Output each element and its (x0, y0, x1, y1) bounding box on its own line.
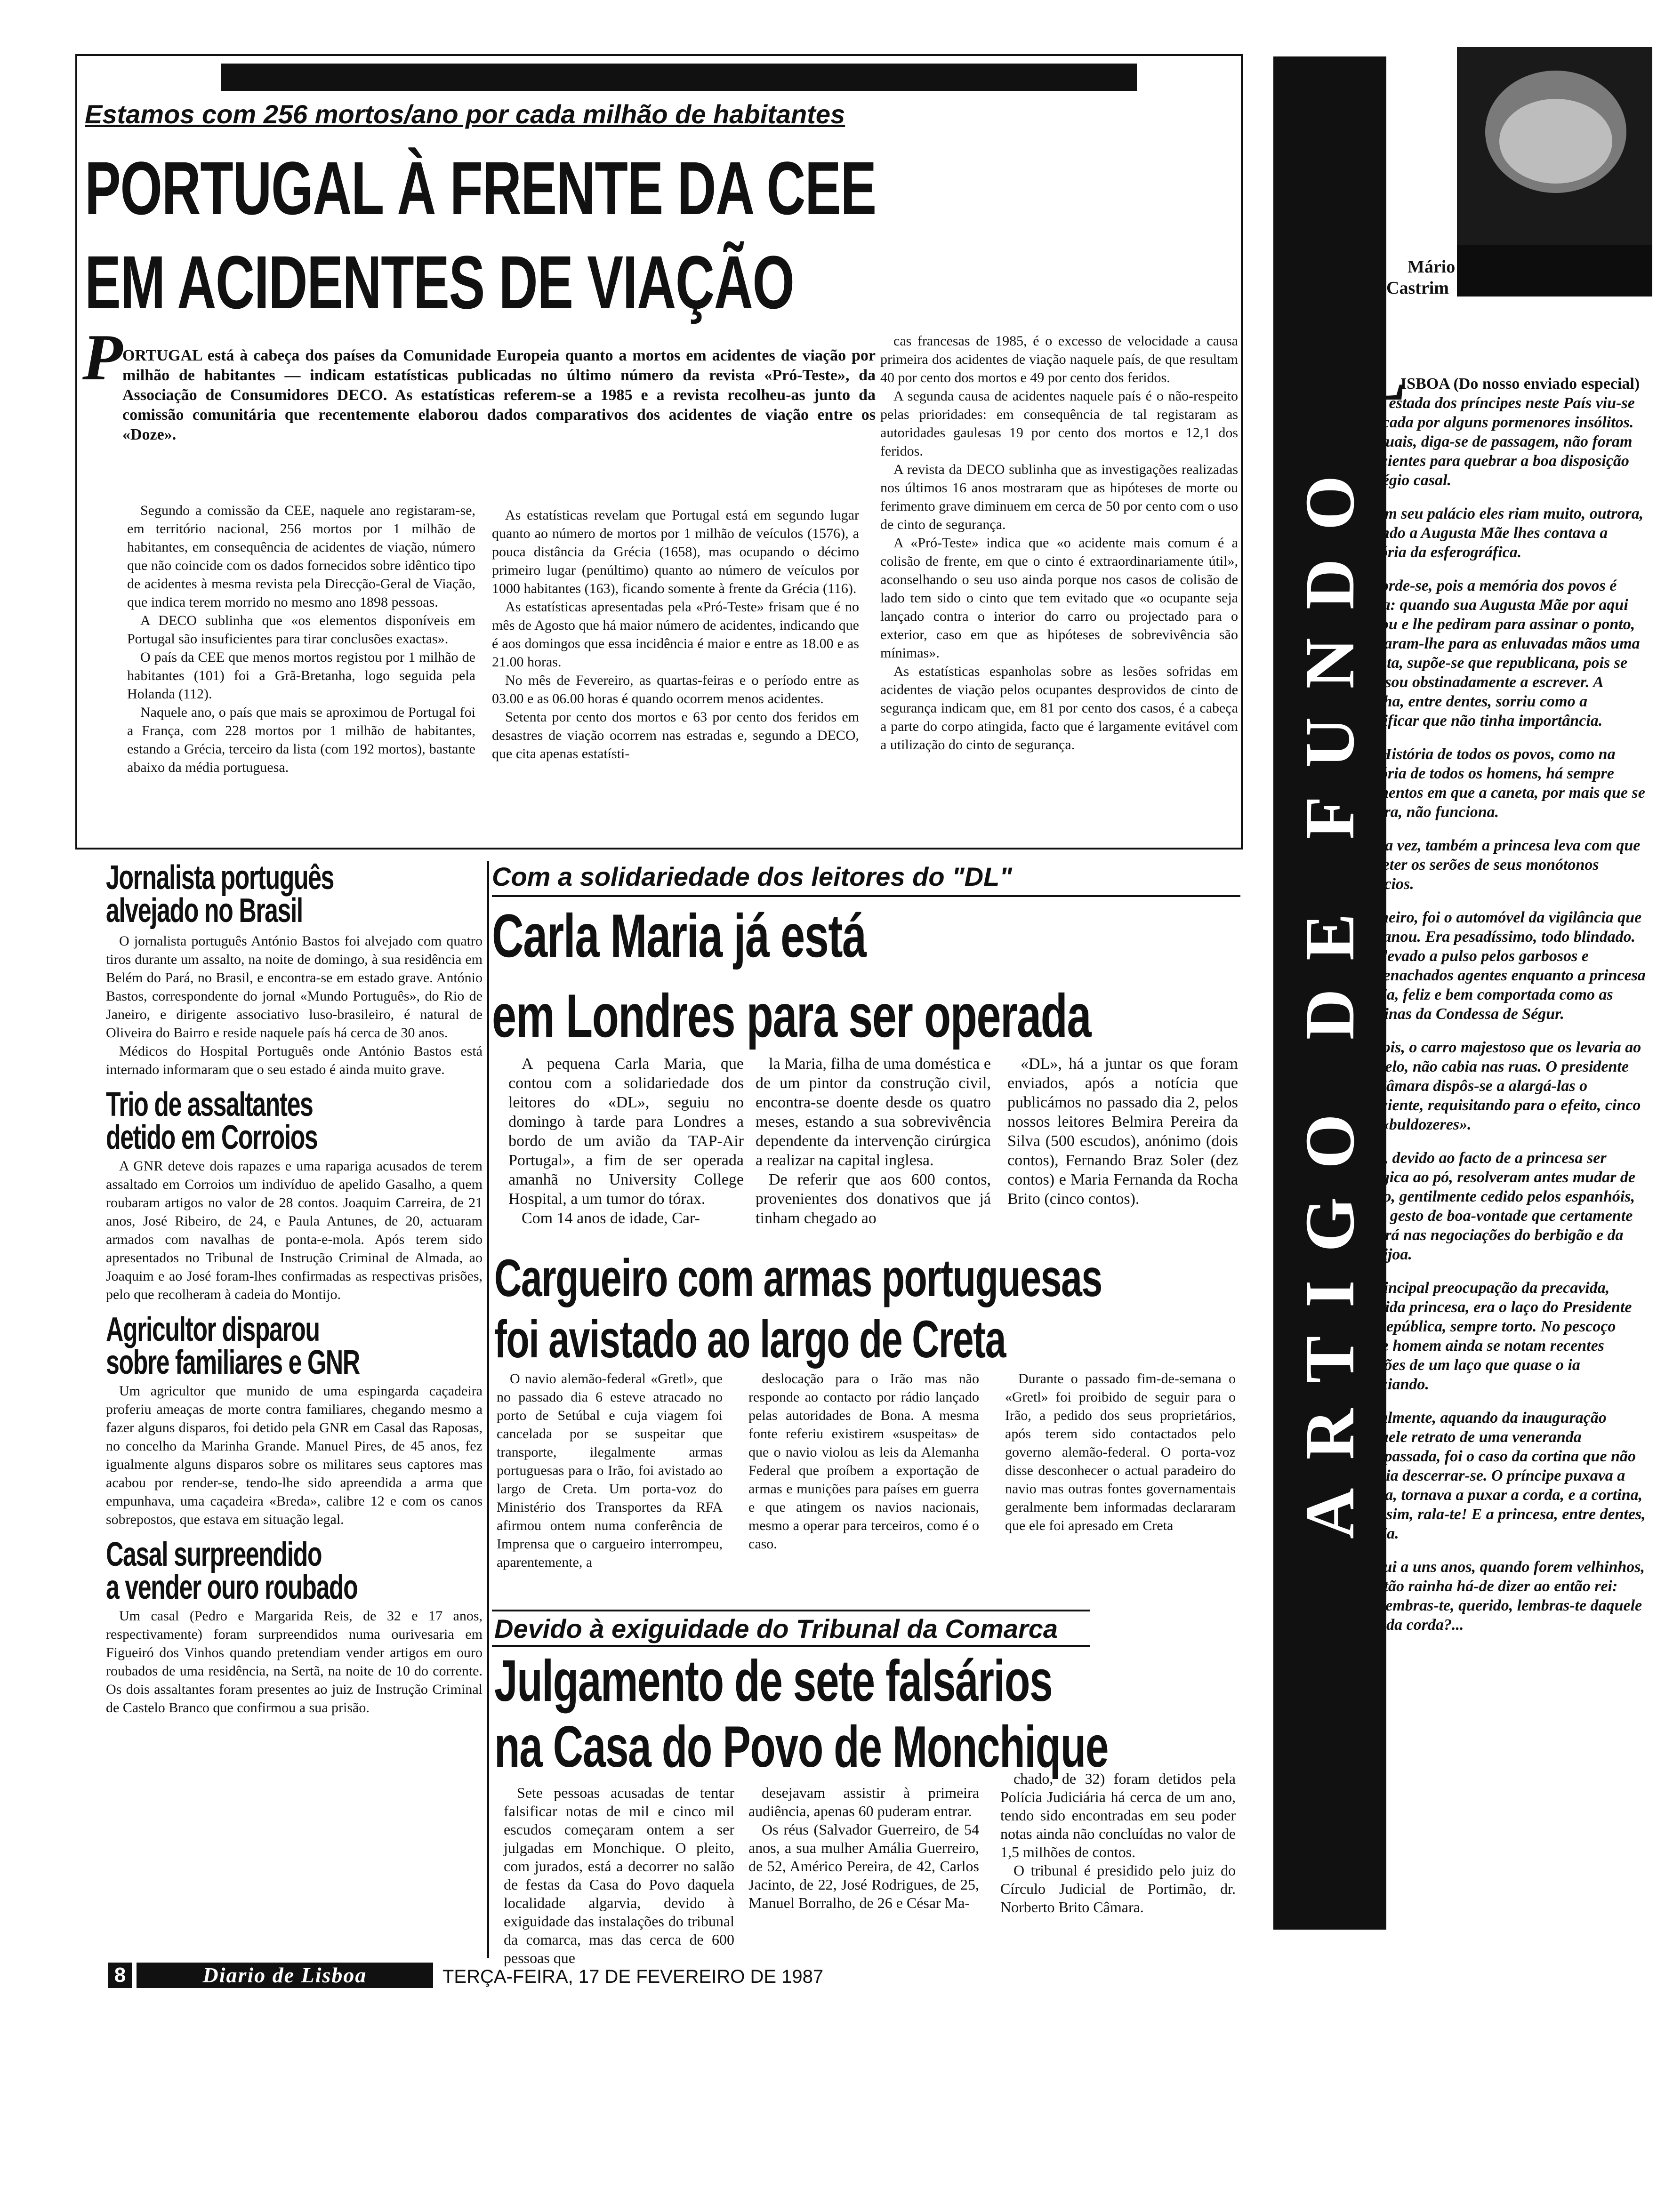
lead-col1-paragraph: Naquele ano, o país que mais se aproximou de Portugal foi a França, com 228 mortos por 1 milhão de habitantes, estando a Grécia, terceiro da lista (com 192 mortos), bastante abaixo da média portuguesa. (127, 705, 475, 775)
author-name-1: Mário (1408, 257, 1456, 277)
brief-1-headline-1: Jornalista português (106, 859, 334, 897)
julgamento-column-3 (1000, 1770, 1236, 1916)
brief-3-paragraph: Um agricultor que munido de uma espingarda caçadeira proferiu ameaças de morte contra familiares, chegando mesmo a fazer alguns disparos, foi detido pela GNR em Casal das Raposas, no concelho da Marinha Grande. Manuel Pires, de 45 anos, fez igualmente alguns disparos sobre os militares seus captores mas acabou por render-se, tendo-lhe sido apreendida a arma que empunhava, uma caçadeira «Breda», calibre 12 e com os canos sobrepostos, que estava em situação legal. (106, 1383, 483, 1527)
artigo-paragraph: — Lembras-te, querido, lembras-te daquele país da corda?... (1356, 1597, 1642, 1634)
lead-col3-paragraph: A «Pró-Teste» indica que «o acidente mais comum é a colisão de frente, em que o cinto é extraordinariamente útil», aconselhando o seu uso ainda porque nos casos de colisão de lado tem sido o cinto que tem evitado que «o ocupante seja lançado contra o interior do carro ou projectado para o exterior, caso em que as hipóteses de sobrevivência são mínimas». (880, 535, 1238, 661)
author-portrait-icon (1457, 47, 1652, 297)
cargueiro-headline-1: Cargueiro com armas portuguesas (494, 1249, 1102, 1307)
lead-col2-paragraph: No mês de Fevereiro, as quartas-feiras e o período entre as 03.00 e as 06.00 horas é quando ocorrem menos acidentes. (492, 673, 859, 706)
cargueiro-column-3 (1005, 1370, 1236, 1535)
carla-col1-paragraph: Com 14 anos de idade, Car- (522, 1210, 700, 1227)
artigo-paragraph: Recorde-se, pois a memória dos povos é curta: quando sua Augusta Mãe por aqui andou e lhe pediram para assinar o ponto, passaram-lhe para as enluvadas mãos uma caneta, supõe-se que republicana, pois se recusou obstinadamente a escrever. A rainha, entre dentes, sorriu como a significar que não tinha importância. (1356, 577, 1640, 729)
artigo-paragraph: — A estada dos príncipes neste País viu-se marcada por alguns pormenores insólitos. Os quais, diga-se de passagem, não foram suficientes para quebrar a boa disposição do régio casal. (1356, 394, 1635, 489)
julgamento-top-rule (492, 1610, 1090, 1611)
lead-black-bar (221, 64, 1137, 91)
author-photo (1457, 47, 1652, 297)
brief-1-headline-2: alvejado no Brasil (106, 892, 303, 930)
julgamento-headline-1: Julgamento de sete falsários (494, 1649, 1053, 1714)
artigo-paragraph: Finalmente, aquando da inauguração daquele retrato de uma veneranda antepassada, foi o caso da cortina que não queria descerrar-se. O príncipe puxava a corda, tornava a puxar a corda, e a cortina, pois sim, rala-te! E a princesa, entre dentes, sorria. (1356, 1409, 1646, 1542)
cargueiro-column-2 (748, 1370, 979, 1553)
carla-col2-paragraph: la Maria, filha de uma doméstica e de um pintor da construção civil, encontra-se doente desde os quatro meses, estando a sua sobrevivência dependente da intervenção cirúrgica a realizar na capital inglesa. (756, 1055, 991, 1169)
artigo-paragraph: Depois, o carro majestoso que os levaria ao Castelo, não cabia nas ruas. O presidente da Câmara dispôs-se a alargá-las o suficiente, requisitando para o efeito, cinco mil «buldozeres». (1356, 1039, 1641, 1133)
julgamento-col2-paragraph: Os réus (Salvador Guerreiro, de 54 anos, a sua mulher Amália Guerreiro, de 52, Américo Pereira, de 42, Carlos Jacinto, de 22, José Rodrigues, de 25, Manuel Borralho, de 26 e César Ma- (748, 1821, 979, 1911)
artigo-paragraph: Daqui a uns anos, quando forem velhinhos, a então rainha há-de dizer ao então rei: (1356, 1558, 1645, 1595)
lead-headline-2: EM ACIDENTES DE VIAÇÃO (85, 240, 794, 324)
brief-4-headline-1: Casal surpreendido (106, 1536, 322, 1573)
julgamento-kicker: Devido à exiguidade do Tribunal da Comarca (494, 1614, 1058, 1643)
cargueiro-col1-paragraph: O navio alemão-federal «Gretl», que no passado dia 6 esteve atracado no porto de Setúbal e cuja viagem foi cancelada por se suspeitar que transporte, ilegalmente armas portuguesas para o Irão, foi avistado ao largo de Creta. Um porta-voz do Ministério dos Transportes da RFA afirmou ontem numa conferência de Imprensa que o cargueiro interrompeu, aparentemente, a (497, 1371, 723, 1570)
brief-1-paragraph: O jornalista português António Bastos foi alvejado com quatro tiros durante um assalto, na noite de domingo, à sua residência em Belém do Pará, no Brasil, e encontra-se em estado grave. António Bastos, correspondente do jornal «Mundo Português», do Rio de Janeiro, e dirigente associativo luso-brasileiro, é natural de Oliveira do Bairro e reside naquele país há cerca de 30 anos. (106, 933, 483, 1041)
artigo-paragraph: Lá em seu palácio eles riam muito, outrora, quando a Augusta Mãe lhes contava a história da esferográfica. (1356, 505, 1644, 561)
brief-1-body (106, 932, 483, 1079)
julgamento-col3-paragraph: O tribunal é presidido pelo juiz do Círculo Judicial de Portimão, dr. Norberto Brito Câmara. (1000, 1862, 1236, 1915)
artigo-paragraph: Primeiro, foi o automóvel da vigilância que empanou. Era pesadíssimo, todo blindado. Foi levado a pulso pelos garbosos e empenachados agentes enquanto a princesa sorria, feliz e bem comportada como as meninas da Condessa de Ségur. (1356, 909, 1646, 1023)
julgamento-col1-paragraph: Sete pessoas acusadas de tentar falsificar notas de mil e cinco mil escudos começaram ontem a ser julgadas em Monchique. O pleito, com jurados, está a decorrer no salão de festas da Casa do Povo daquela localidade algarvia, devido à exiguidade das instalações do tribunal da comarca, mas das cerca de 600 pessoas que (504, 1784, 734, 1966)
cargueiro-col3-paragraph: Durante o passado fim-de-semana o «Gretl» foi proibido de seguir para o Irão, a pedido dos seus proprietários, após terem sido contactados pelo governo alemão-federal. O porta-voz disse desconhecer o actual paradeiro do navio mas outras fontes governamentais geralmente bem informadas declararam que ele foi apresado em Creta (1005, 1371, 1236, 1533)
masthead-logo: Diario de Lisboa (137, 1963, 433, 1988)
artigo-vertical-title: ARTIGO DE FUNDO (1291, 447, 1369, 1539)
artigo-paragraph: Na História de todos os povos, como na história de todos os homens, há sempre momentos em que a caneta, por mais que se queira, não funciona. (1356, 745, 1645, 821)
carla-column-3 (1007, 1054, 1238, 1209)
lead-col2-paragraph: As estatísticas revelam que Portugal está em segundo lugar quanto ao número de mortos por 1 milhão de veículos (1576), a pouca distância da Grécia (1658), mas ocupando o décimo primeiro lugar (penúltimo) quanto ao número de veículos por 1000 habitantes (163), ficando somente à frente da Grécia (116). (492, 507, 859, 596)
julgamento-col3-paragraph: chado, de 32) foram detidos pela Polícia Judiciária há cerca de um ano, tendo sido encontradas em seu poder notas ainda não concluídas no valor de 1,5 milhões de contos. (1000, 1770, 1236, 1860)
artigo-paragraph: Mas, devido ao facto de a princesa ser alérgica ao pó, resolveram antes mudar de carro, gentilmente cedido pelos espanhóis, num gesto de boa-vontade que certamente pesará nas negociações do berbigão e da amêijoa. (1356, 1149, 1636, 1263)
julgamento-kicker-rule (492, 1645, 1090, 1647)
carla-col1-paragraph: A pequena Carla Maria, que contou com a solidariedade dos leitores do «DL», seguiu no domingo à tarde para Londres a bordo de um avião da TAP-Air Portugal», a fim de ser operada amanhã no University College Hospital, a um tumor do tórax. (508, 1055, 744, 1208)
lead-intro: ORTUGAL está à cabeça dos países da Comunidade Europeia quanto a mortos em acidentes de viação por milhão de habitantes — indicam estatísticas publicadas no último número da revista «Pró-Teste», da Associação de Consumidores DECO. As estatísticas referem-se a 1985 e a revista recolheu-as junto da comissão comunitária que recentemente elaborou dados comparativos dos acidentes de viação entre os «Doze». (122, 347, 876, 443)
brief-3-headline-1: Agricultor disparou (106, 1311, 320, 1348)
brief-2-body (106, 1157, 483, 1304)
carla-col3-paragraph: «DL», há a juntar os que foram enviados, após a notícia que publicámos no passado dia 2, pelos nossos leitores Belmira Pereira da Silva (500 escudos), anónimo (dois contos), Fernando Braz Soler (dez contos) e Maria Fernanda da Rocha Brito (cinco contos). (1007, 1055, 1238, 1208)
lead-col3-paragraph: A segunda causa de acidentes naquele país é o não-respeito pelas prioridades: em consequência de tal registaram as autoridades gaulesas 19 por cento dos mortos e 12,1 dos feridos. (880, 388, 1238, 459)
cargueiro-headline-2: foi avistado ao largo de Creta (494, 1310, 1006, 1369)
sidebar-briefs (106, 861, 483, 1717)
artigo-body (1356, 375, 1648, 1635)
lead-col2-paragraph: Setenta por cento dos mortos e 63 por cento dos feridos em desastres de viação ocorrem nas estradas e, segundo a DECO, que cita apenas estatísti- (492, 709, 859, 761)
artigo-dateline: ISBOA (Do nosso enviado especial) (1400, 375, 1640, 393)
lead-column-3 (880, 332, 1238, 754)
brief-2-headline-1: Trio de assaltantes (106, 1086, 313, 1123)
brief-1-paragraph: Médicos do Hospital Português onde António Bastos está internado informaram que o seu estado é ainda muito grave. (106, 1043, 483, 1077)
lead-col2-paragraph: As estatísticas apresentadas pela «Pró-Teste» frisam que é no mês de Agosto que há maior número de acidentes, indicando que é aos domingos que essa incidência é maior e entre as 18.00 e as 21.00 horas. (492, 599, 859, 670)
brief-4-body (106, 1607, 483, 1717)
brief-4-headline-2: a vender ouro roubado (106, 1569, 358, 1606)
julgamento-column-1 (504, 1784, 734, 1967)
carla-kicker: Com a solidariedade dos leitores do "DL" (492, 862, 1012, 891)
lead-col3-paragraph: cas francesas de 1985, é o excesso de velocidade a causa primeira dos acidentes de viação naquele país, de que resultam 40 por cento dos mortos e 49 por cento dos feridos. (880, 333, 1238, 385)
sidebar-divider (487, 861, 489, 1958)
brief-4-paragraph: Um casal (Pedro e Margarida Reis, de 32 e 17 anos, respectivamente) foram surpreendidos numa ourivesaria em Figueiró dos Vinhos quando pretendiam vender artigos em ouro roubados de uma residência, na Sertã, na noite de 10 do corrente. Os dois assaltantes foram presentes ao juiz de Instrução Criminal de Castelo Branco que confirmou a sua prisão. (106, 1608, 483, 1715)
lead-headline-1: PORTUGAL À FRENTE DA CEE (85, 146, 876, 230)
carla-headline-1: Carla Maria já está (492, 901, 866, 970)
artigo-paragraph: A principal preocupação da precavida, próvida princesa, era o laço do Presidente da República, sempre torto. No pescoço deste homem ainda se notam recentes vergões de um laço que quase o ia asfixiando. (1356, 1279, 1632, 1393)
julgamento-column-2 (748, 1784, 979, 1912)
artigo-dropcap: L (1356, 332, 1406, 416)
carla-col2-paragraph: De referir que aos 600 contos, provenientes dos donativos que já tinham chegado ao (756, 1171, 991, 1227)
lead-col1-paragraph: A DECO sublinha que «os elementos disponíveis em Portugal são insuficientes para tirar conclusões exactas». (127, 613, 475, 647)
lead-column-1 (127, 501, 475, 777)
brief-2-paragraph: A GNR deteve dois rapazes e uma rapariga acusados de terem assaltado em Corroios um indivíduo de apelido Gasalho, a quem roubaram artigos no valor de 28 contos. Joaquim Carreira, de 21 anos, José Ribeiro, de 24, e Paula Antunes, de 20, actuaram armados com navalhas de ponta-e-mola. Após terem sido apresentados no Tribunal de Instrução Criminal de Almada, ao Joaquim e ao José foram-lhes confirmadas as respectivas prisões, pelo que recolheram à cadeia do Montijo. (106, 1158, 483, 1302)
lead-kicker: Estamos com 256 mortos/ano por cada milhão de habitantes (85, 99, 845, 129)
lead-col3-paragraph: A revista da DECO sublinha que as investigações realizadas nos últimos 16 anos mostraram que as hipóteses de morte ou ferimento grave diminuem em cerca de 50 por cento com o uso de cinto de segurança. (880, 462, 1238, 532)
julgamento-col2-paragraph: desejavam assistir à primeira audiência, apenas 60 puderam entrar. (748, 1784, 979, 1819)
lead-col3-paragraph: As estatísticas espanholas sobre as lesões sofridas em acidentes de viação pelos ocupantes desprovidos de cinto de segurança indicam que, em 81 por cento dos casos, é a cabeça a parte do corpo atingida, facto que é largamente evitável com a utilização do cinto de segurança. (880, 664, 1238, 753)
lead-col1-paragraph: Segundo a comissão da CEE, naquele ano registaram-se, em território nacional, 256 mortos por 1 milhão de habitantes, em consequência de acidentes de viação, número que não coincide com os dados fornecidos sobre idêntico tipo de acidentes à mesma revista pela Direcção-Geral de Viação, que indica terem morrido no mesmo ano 1898 pessoas. (127, 503, 475, 610)
carla-column-2 (756, 1054, 991, 1228)
author-name-2: Castrim (1386, 278, 1449, 298)
cargueiro-column-1 (497, 1370, 723, 1571)
carla-headline-2: em Londres para ser operada (492, 981, 1091, 1050)
brief-2-headline-2: detido em Corroios (106, 1119, 318, 1156)
issue-date: TERÇA-FEIRA, 17 DE FEVEREIRO DE 1987 (442, 1966, 824, 1987)
artigo-paragraph: Desta vez, também a princesa leva com que entreter os serões de seus monótonos palácios. (1356, 837, 1641, 893)
lead-column-2 (492, 506, 859, 763)
julgamento-headline-2: na Casa do Povo de Monchique (494, 1715, 1109, 1779)
brief-3-headline-2: sobre familiares e GNR (106, 1344, 360, 1381)
carla-column-1 (508, 1054, 744, 1228)
page-number: 8 (108, 1963, 132, 1988)
cargueiro-col2-paragraph: deslocação para o Irão mas não responde ao contacto por rádio lançado pelas autoridades de Bona. A mesma fonte referiu existirem «suspeitas» de que o navio violou as leis da Alemanha Federal que proíbem a exportação de armas e munições para países em guerra e que atingem os navios nacionais, mesmo a operar para terceiros, como é o caso. (748, 1371, 979, 1552)
lead-col1-paragraph: O país da CEE que menos mortos registou por 1 milhão de habitantes (101) foi a Grã-Bretanha, logo seguida pela Holanda (112). (127, 649, 475, 702)
brief-3-body (106, 1382, 483, 1529)
carla-kicker-rule (492, 895, 1240, 897)
lead-dropcap: P (82, 321, 123, 394)
